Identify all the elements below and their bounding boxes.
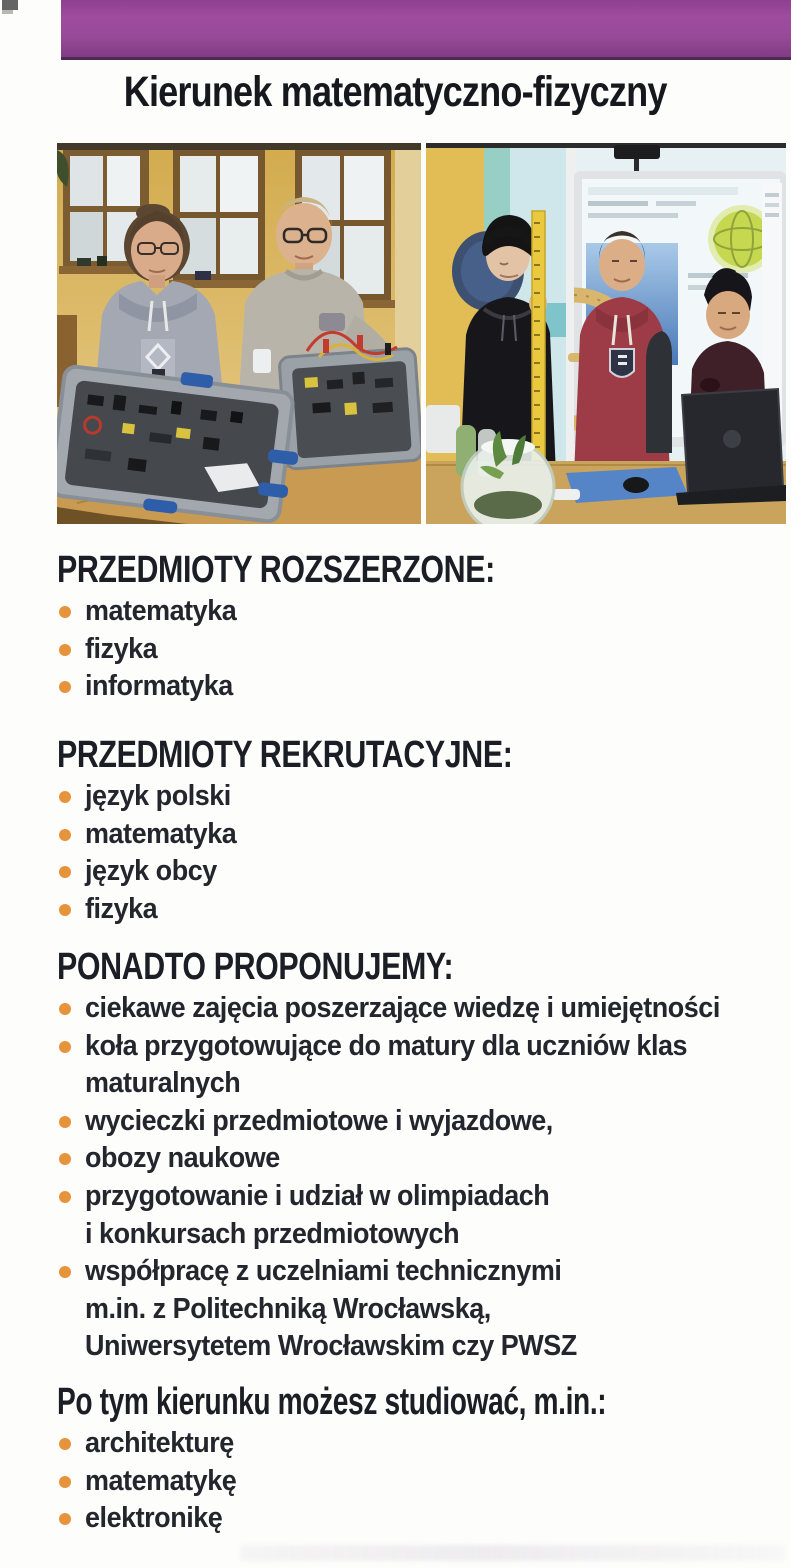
section-przedmioty-rozszerzone xyxy=(57,547,773,706)
list-item xyxy=(57,1253,773,1366)
list-item-text: przygotowanie i udział w olimpiadach i konkursach przedmiotowych xyxy=(85,1179,550,1250)
list-item-text: obozy naukowe xyxy=(85,1142,280,1175)
list-item xyxy=(57,668,773,706)
bullet-dot-icon xyxy=(59,1003,71,1015)
chair xyxy=(646,331,672,453)
section-ponadto-proponujemy xyxy=(57,944,773,1366)
section-heading: Po tym kierunku możesz studiować, m.in.: xyxy=(57,1381,607,1423)
bullet-list xyxy=(57,990,773,1366)
bullet-dot-icon xyxy=(59,791,71,803)
bullet-dot-icon xyxy=(59,1513,71,1525)
list-item-text: matematyka xyxy=(85,817,237,850)
list-item xyxy=(57,1178,773,1253)
photo-whiteboard-class xyxy=(426,143,786,524)
bullet-dot-icon xyxy=(59,1153,71,1165)
list-item-text: matematyka xyxy=(85,595,237,627)
list-item-text: architekturę xyxy=(85,1427,234,1459)
list-item-text: koła przygotowujące do matury dla uczniów klas maturalnych xyxy=(85,1029,688,1100)
window-2 xyxy=(169,150,269,288)
bullet-dot-icon xyxy=(59,1041,71,1053)
list-item xyxy=(57,891,773,929)
electronics-case-rear xyxy=(273,348,421,470)
section-po-tym-kierunku xyxy=(57,1379,773,1538)
list-item-text: matematykę xyxy=(85,1464,237,1497)
bullet-dot-icon xyxy=(59,1476,71,1488)
bullet-dot-icon xyxy=(59,644,71,656)
photo-row xyxy=(57,143,786,524)
list-item-text: współpracę z uczelniami technicznymi m.in. z Politechniką Wrocławską, Uniwersytetem Wrocławskim czy PWSZ xyxy=(85,1255,577,1363)
bullet-list xyxy=(57,1425,773,1538)
list-item-text: fizyka xyxy=(85,892,158,925)
bullet-dot-icon xyxy=(59,1266,71,1278)
list-item xyxy=(57,1463,773,1501)
list-item-text: język obcy xyxy=(85,855,217,888)
section-heading: PRZEDMIOTY ROZSZERZONE: xyxy=(57,549,495,591)
list-item-text: fizyka xyxy=(85,632,158,665)
list-item xyxy=(57,1425,773,1463)
scan-corner-mark xyxy=(2,0,18,10)
list-item xyxy=(57,1140,773,1178)
list-item xyxy=(57,990,773,1028)
list-item xyxy=(57,631,773,669)
bullet-dot-icon xyxy=(59,1438,71,1450)
laptop xyxy=(676,389,786,505)
section-heading: PONADTO PROPONUJEMY: xyxy=(57,946,454,988)
section-przedmioty-rekrutacyjne xyxy=(57,732,773,928)
bullet-dot-icon xyxy=(59,1116,71,1128)
scan-smudge-artifact xyxy=(240,1545,785,1561)
list-item-text: informatyka xyxy=(85,670,233,703)
list-item-text: wycieczki przedmiotowe i wyjazdowe, xyxy=(85,1104,553,1137)
printer xyxy=(426,405,460,453)
cup xyxy=(253,349,271,373)
list-item xyxy=(57,816,773,854)
mouse xyxy=(623,477,649,493)
bullet-dot-icon xyxy=(59,681,71,693)
section-heading: PRZEDMIOTY REKRUTACYJNE: xyxy=(57,734,513,776)
bullet-dot-icon xyxy=(59,866,71,878)
bullet-dot-icon xyxy=(59,829,71,841)
page-title: Kierunek matematyczno-fizyczny xyxy=(124,68,667,116)
list-item xyxy=(57,593,773,631)
list-item xyxy=(57,853,773,891)
list-item-text: ciekawe zajęcia poszerzające wiedzę i umiejętności xyxy=(85,992,720,1024)
list-item-text: elektronikę xyxy=(85,1502,223,1535)
photo-electronics-class xyxy=(57,143,421,524)
header-bar xyxy=(61,0,791,60)
list-item xyxy=(57,1500,773,1538)
bullet-list xyxy=(57,778,773,928)
bullet-dot-icon xyxy=(59,606,71,618)
bullet-list xyxy=(57,593,773,706)
list-item xyxy=(57,778,773,816)
list-item xyxy=(57,1103,773,1141)
bullet-dot-icon xyxy=(59,904,71,916)
list-item-text: język polski xyxy=(85,780,231,812)
bullet-dot-icon xyxy=(59,1191,71,1203)
list-item xyxy=(57,1028,773,1103)
